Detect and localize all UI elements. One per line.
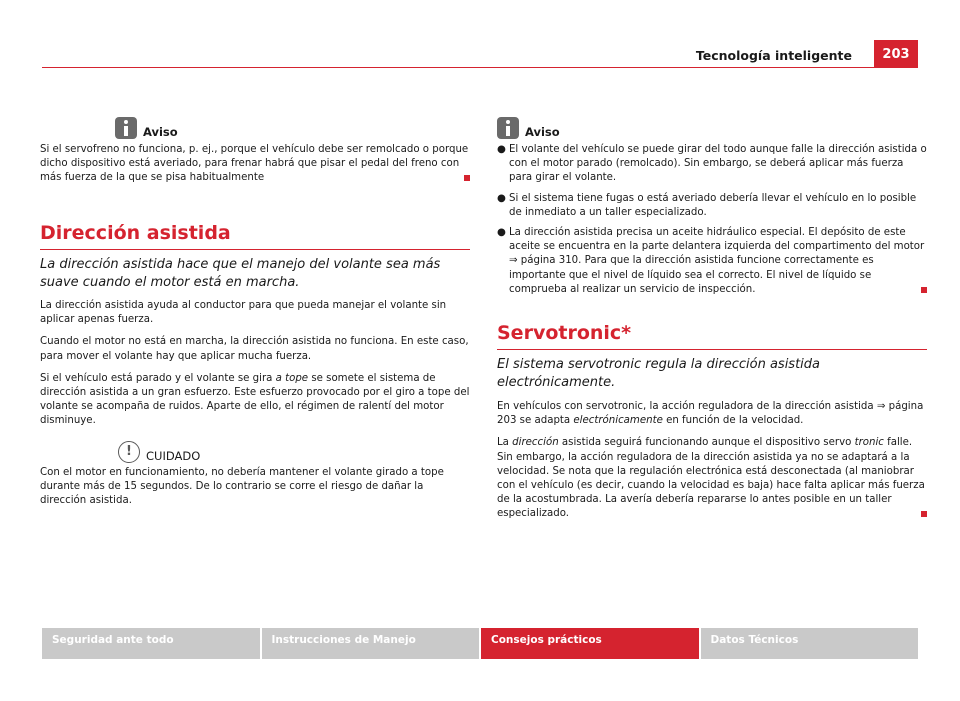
paragraph: Cuando el motor no está en marcha, la dirección asistida no funciona. En este caso, para mover el volante hay que aplicar mucha fuerza. (40, 336, 469, 362)
list-item (497, 226, 927, 297)
lead-direccion: La dirección asistida hace que el manejo del volante sea más suave cuando el motor está en marcha. (40, 257, 441, 290)
bullet-icon: ● (497, 227, 506, 239)
list-item (497, 192, 927, 220)
end-marker-icon (921, 287, 927, 293)
info-icon (115, 117, 137, 139)
paragraph: La dirección asistida ayuda al conductor para que pueda manejar el volante sin aplicar apenas fuerza. (40, 300, 447, 326)
text-run: dirección (512, 437, 559, 449)
info-icon (497, 117, 519, 139)
aviso-label: Aviso (143, 125, 178, 139)
text-run: La dirección asistida precisa un aceite hidráulico especial. El depósito de este aceite se encuentra en la parte delantera izquierda del compartimento del motor ⇒ página 310. Para que la dirección asistida funcione correctamente es importante que el nivel de líquido sea el correcto. El nivel de líquido se comprueba al realizar un servicio de inspección. (509, 227, 925, 295)
paragraph (497, 400, 927, 428)
cuidado-note (40, 441, 470, 509)
list-item-text (509, 226, 927, 297)
cuidado-text: Con el motor en funcionamiento, no debería mantener el volante girado a tope durante más de 15 segundos. De lo contrario se corre el riesgo de dañar la dirección asistida. (40, 467, 444, 507)
list-item-text: El volante del vehículo se puede girar del todo aunque falle la dirección asistida o con el motor parado (remolcado). Sin embargo, se deberá aplicar más fuerza para girar el volante. (509, 144, 927, 184)
section-heading-direccion: Dirección asistida (40, 222, 470, 250)
bullet-icon: ● (497, 144, 506, 155)
text-run: electrónicamente (573, 415, 663, 427)
bullet-icon: ● (497, 192, 506, 204)
text-run: en función de la velocidad. (662, 415, 804, 427)
paragraph (40, 372, 470, 429)
list-item-text: Si el sistema tiene fugas o está averiado debería llevar el vehículo en lo posible de inmediato a un taller especializado. (509, 192, 917, 218)
exclamation-glyph: ! (118, 441, 140, 463)
footer-nav (42, 628, 918, 659)
footer-tab-instrucciones[interactable]: Instrucciones de Manejo (262, 628, 480, 659)
aviso-note-left (40, 117, 470, 186)
text-run: La (497, 437, 513, 449)
aviso-label: Aviso (525, 125, 560, 139)
footer-tab-consejos[interactable]: Consejos prácticos (481, 628, 699, 659)
text-run: Si el vehículo está parado y el volante se gira (40, 372, 276, 384)
section-heading-servotronic: Servotronic* (497, 322, 927, 350)
text-run: falle. Sin embargo, la acción reguladora de la dirección asistida ya no se adaptará a la velocidad. Se nota que la regulación electrónica está desconectada (al maniobrar con el vehículo (es decir, cuando la velocidad es baja) hace falta aplicar más fuerza de la acostumbrada. La avería debería repararse lo antes posible en un taller especializado. (497, 437, 925, 520)
footer-tab-seguridad[interactable]: Seguridad ante todo (42, 628, 260, 659)
aviso-text (40, 143, 470, 186)
footer-tab-datos[interactable]: Datos Técnicos (701, 628, 919, 659)
body-direccion (40, 299, 470, 429)
text-run: se somete el sistema de dirección asistida a un gran esfuerzo. Este esfuerzo provocado por el giro a tope del volante se acompaña de ruidos. Aparte de ello, el régimen de ralentí del motor disminuye. (40, 372, 470, 427)
aviso-note-right (497, 117, 927, 297)
cuidado-label: CUIDADO (146, 449, 201, 463)
text-run: a tope (275, 372, 309, 384)
end-marker-icon (464, 175, 470, 181)
list-item (497, 143, 927, 186)
header-rule (42, 67, 918, 68)
paragraph (497, 436, 927, 521)
aviso-body: Si el servofreno no funciona, p. ej., porque el vehículo debe ser remolcado o porque dicho dispositivo está averiado, para frenar habrá que pisar el pedal del freno con más fuerza de la que se pisa habitualmente (40, 144, 469, 184)
text-run: asistida seguirá funcionando aunque el dispositivo servo (558, 437, 855, 449)
lead-servotronic: El sistema servotronic regula la dirección asistida electrónicamente. (497, 357, 821, 390)
header-title: Tecnología inteligente (695, 48, 852, 63)
body-servotronic (497, 400, 927, 522)
end-marker-icon (921, 511, 927, 517)
text-run: En vehículos con servotronic, la acción reguladora de la dirección asistida ⇒ página 203 se adapta (497, 401, 924, 427)
text-run: tronic (854, 437, 884, 449)
exclamation-icon (118, 441, 140, 463)
page-number: 203 (874, 40, 918, 68)
